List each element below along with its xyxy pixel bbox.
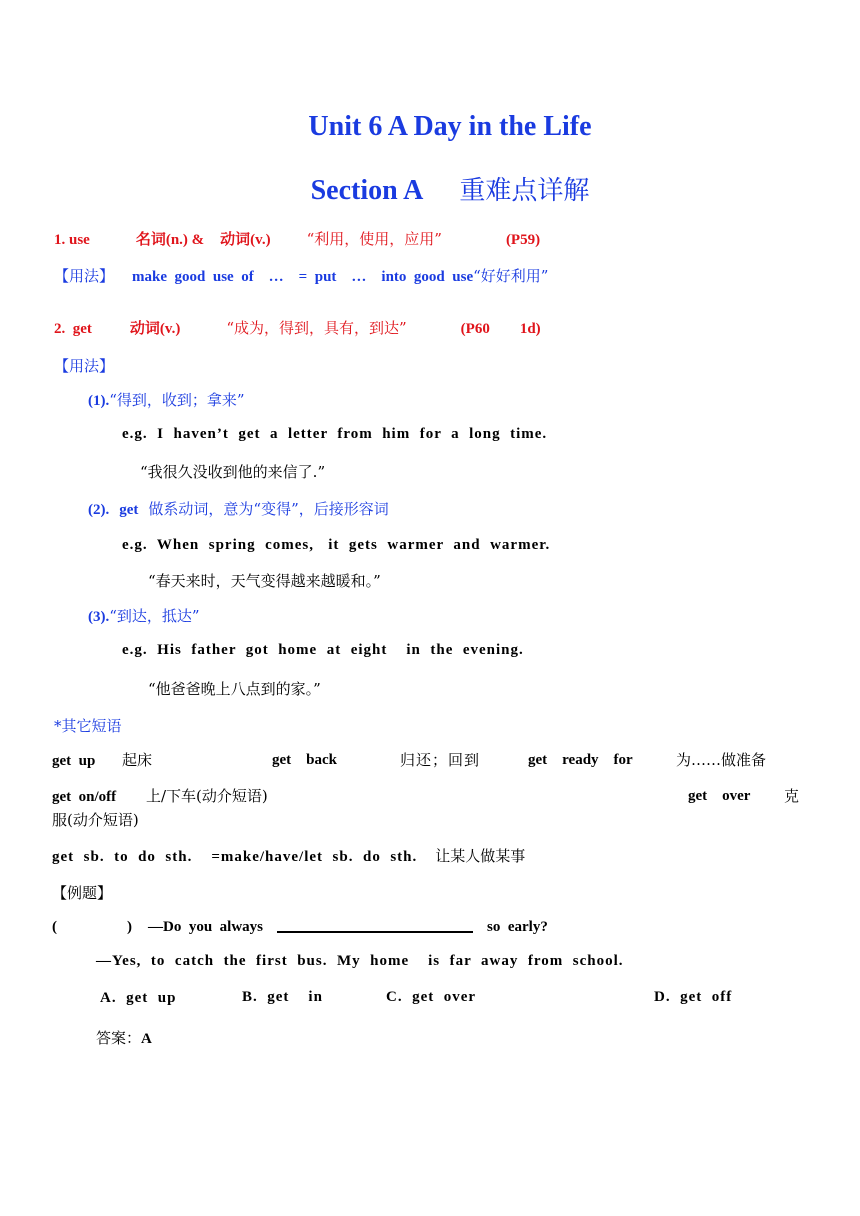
sub2-get: get — [119, 502, 139, 518]
phrase-get-sb-to-do-cn: 让某人做某事 — [435, 847, 526, 865]
sub2-example: e.g. When spring comes, it gets warmer and warmer. — [122, 537, 551, 553]
question-part-2: so early? — [487, 919, 548, 935]
section-subtitle: 重难点详解 — [459, 176, 590, 206]
phrase-get-ready-for-cn: 为……做准备 — [676, 751, 767, 769]
usage-1-label: 【用法】 — [54, 267, 115, 285]
usage-1-phrase: make good use of … = put … into good use — [132, 269, 474, 285]
sub3-translation: “他爸爸晚上八点到的家。” — [148, 680, 321, 698]
item-1-page: (P59) — [505, 232, 541, 248]
phrase-row-2 — [52, 786, 804, 807]
usage-1-meaning: “好好利用” — [473, 267, 549, 285]
phrase-row-2-cont: 服(动介短语) — [52, 811, 139, 829]
phrase-get-up-cn: 起床 — [122, 751, 153, 769]
item-2-pos: 动词(v.) — [129, 321, 181, 337]
example-question — [52, 916, 548, 937]
sub1-meaning: “得到，收到；拿来” — [109, 391, 245, 409]
item-1-pos1: 名词(n.) & — [135, 232, 205, 248]
sub1-number: (1). — [88, 393, 110, 409]
phrase-row-1 — [52, 750, 812, 771]
section-label: Section A — [310, 175, 424, 206]
answer-paren-close: ) — [127, 919, 132, 935]
phrase-get-over: get over — [688, 788, 751, 804]
phrase-get-on-off: get on/off — [52, 789, 117, 805]
sub2-translation: “春天来时，天气变得越来越暖和。” — [148, 572, 381, 590]
usage-2-sub1 — [88, 390, 245, 411]
sub3-number: (3). — [88, 609, 110, 625]
item-1 — [54, 229, 540, 250]
example-options — [100, 987, 760, 1008]
usage-1 — [54, 266, 548, 287]
question-part-1: —Do you always — [148, 919, 264, 935]
phrase-row-3 — [52, 846, 525, 867]
phrase-get-sb-to-do: get sb. to do sth. =make/have/let sb. do sth. — [52, 849, 418, 865]
example-label: 【例题】 — [52, 884, 113, 902]
sub3-example: e.g. His father got home at eight in the evening. — [122, 642, 524, 658]
phrase-get-back: get back — [272, 752, 337, 768]
answer-value: A — [141, 1031, 152, 1047]
item-2 — [54, 318, 541, 339]
usage-2-sub3 — [88, 606, 200, 627]
title-line1: Unit 6 A Day in the Life — [308, 111, 592, 142]
option-d: D. get off — [654, 989, 733, 1005]
answer-label: 答案： — [96, 1029, 142, 1047]
sub2-number: (2). — [88, 502, 110, 518]
option-c: C. get over — [386, 989, 477, 1005]
sub2-meaning: 做系动词，意为“变得”，后接形容词 — [148, 500, 389, 518]
other-label: *其它短语 — [54, 717, 122, 735]
sub1-translation: “我很久没收到他的来信了.” — [140, 463, 326, 481]
option-a: A. get up — [100, 990, 177, 1006]
example-response: —Yes, to catch the first bus. My home is far away from school. — [96, 953, 624, 969]
item-2-page: (P60 1d) — [460, 321, 541, 337]
answer-blank — [277, 917, 473, 933]
title-section — [0, 174, 860, 208]
phrase-get-over-cn: 克 — [784, 787, 800, 805]
usage-2-label: 【用法】 — [54, 357, 115, 375]
item-1-meaning: “利用，使用，应用” — [306, 230, 442, 248]
item-2-number: 2. get — [54, 321, 92, 337]
phrase-get-ready-for: get ready for — [528, 752, 633, 768]
option-b: B. get in — [242, 989, 323, 1005]
item-2-meaning: “成为，得到，具有，到达” — [226, 319, 407, 337]
usage-2-sub2 — [88, 499, 389, 520]
phrase-get-on-off-cn: 上/下车(动介短语) — [146, 787, 268, 805]
sub1-example: e.g. I haven’t get a letter from him for a long time. — [122, 426, 548, 442]
sub3-meaning: “到达，抵达” — [109, 607, 200, 625]
item-1-number: 1. use — [54, 232, 90, 248]
item-1-pos2: 动词(v.) — [220, 232, 271, 248]
phrase-get-up: get up — [52, 753, 96, 769]
answer-line — [96, 1028, 152, 1049]
answer-paren-open: ( — [52, 919, 57, 935]
phrase-get-back-cn: 归还；回到 — [400, 751, 481, 769]
